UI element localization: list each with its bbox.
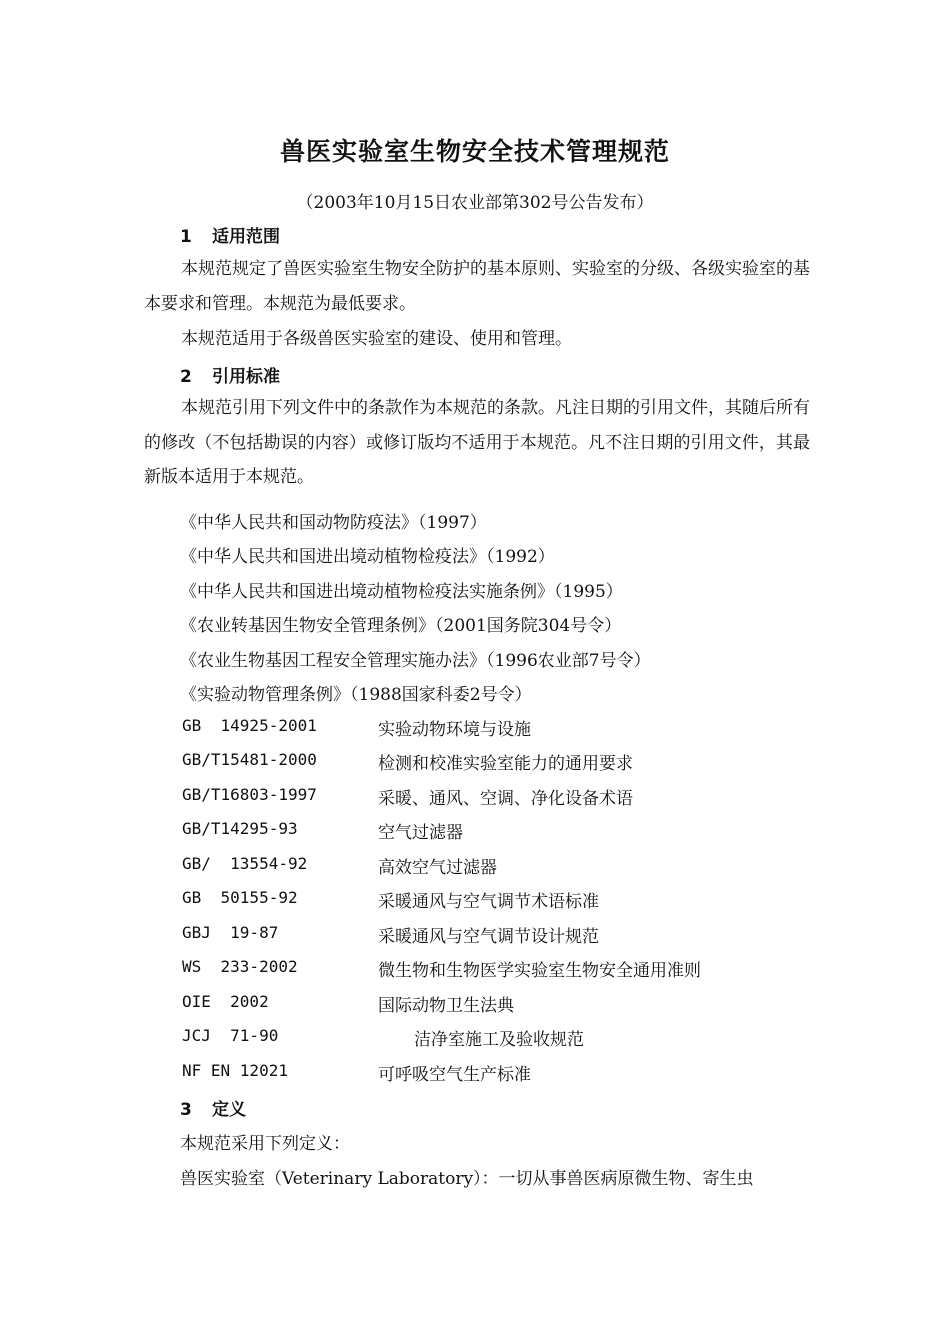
standard-code: GB/T15481-2000 [182, 750, 317, 769]
section-1-paragraph-1: 本规范规定了兽医实验室生物安全防护的基本原则、实验室的分级、各级实验室的基本要求和管理。本规范为最低要求。 [144, 259, 810, 314]
law-reference: 《中华人民共和国进出境动植物检疫法》（1992） [180, 547, 555, 567]
section-1-paragraph-2: 本规范适用于各级兽医实验室的建设、使用和管理。 [181, 329, 572, 349]
standard-name: 采暖通风与空气调节设计规范 [378, 927, 599, 947]
law-reference: 《中华人民共和国动物防疫法》（1997） [180, 513, 487, 533]
standard-name: 国际动物卫生法典 [378, 996, 514, 1016]
law-reference: 《中华人民共和国进出境动植物检疫法实施条例》（1995） [180, 582, 623, 602]
standard-code: GBJ 19-87 [182, 923, 279, 942]
section-title: 定义 [212, 1100, 246, 1120]
law-reference: 《实验动物管理条例》（1988国家科委2号令） [180, 685, 532, 705]
standard-code: GB/T14295-93 [182, 819, 298, 838]
standard-name: 高效空气过滤器 [378, 858, 497, 878]
standard-name: 检测和校准实验室能力的通用要求 [378, 754, 633, 774]
section-3-paragraph-1: 本规范采用下列定义： [180, 1134, 350, 1154]
law-reference: 《农业转基因生物安全管理条例》（2001国务院304号令） [180, 616, 622, 636]
section-1-heading [180, 222, 280, 247]
section-number: 3 [180, 1100, 192, 1120]
standard-name: 微生物和生物医学实验室生物安全通用准则 [378, 961, 701, 981]
section-number: 1 [180, 227, 192, 247]
section-title: 引用标准 [212, 367, 280, 387]
section-title: 适用范围 [212, 227, 280, 247]
section-3-paragraph-2: 兽医实验室（Veterinary Laboratory）：一切从事兽医病原微生物、寄生虫 [180, 1169, 754, 1189]
standard-name: 可呼吸空气生产标准 [378, 1065, 531, 1085]
standard-name: 采暖通风与空气调节术语标准 [378, 892, 599, 912]
standard-code: JCJ 71-90 [182, 1026, 279, 1045]
standard-code: GB/T16803-1997 [182, 785, 317, 804]
standard-name: 采暖、通风、空调、净化设备术语 [378, 789, 633, 809]
standard-code: GB/ 13554-92 [182, 854, 308, 873]
standard-code: GB 50155-92 [182, 888, 298, 907]
law-reference: 《农业生物基因工程安全管理实施办法》（1996农业部7号令） [180, 651, 651, 671]
document-subtitle: （2003年10月15日农业部第302号公告发布） [296, 193, 654, 213]
standard-code: WS 233-2002 [182, 957, 298, 976]
document-title: 兽医实验室生物安全技术管理规范 [279, 137, 670, 166]
standard-name: 空气过滤器 [378, 823, 463, 843]
section-3-heading [180, 1095, 246, 1120]
standard-name: 实验动物环境与设施 [378, 720, 531, 740]
standard-code: OIE 2002 [182, 992, 269, 1011]
standard-code: NF EN 12021 [182, 1061, 288, 1080]
section-2-heading [180, 362, 280, 387]
standard-code: GB 14925-2001 [182, 716, 317, 735]
section-2-paragraph-1: 本规范引用下列文件中的条款作为本规范的条款。凡注日期的引用文件，其随后所有的修改（不包括勘误的内容）或修订版均不适用于本规范。凡不注日期的引用文件，其最新版本适用于本规范。 [144, 398, 810, 487]
standard-name: 洁净室施工及验收规范 [414, 1030, 584, 1050]
section-number: 2 [180, 367, 192, 387]
